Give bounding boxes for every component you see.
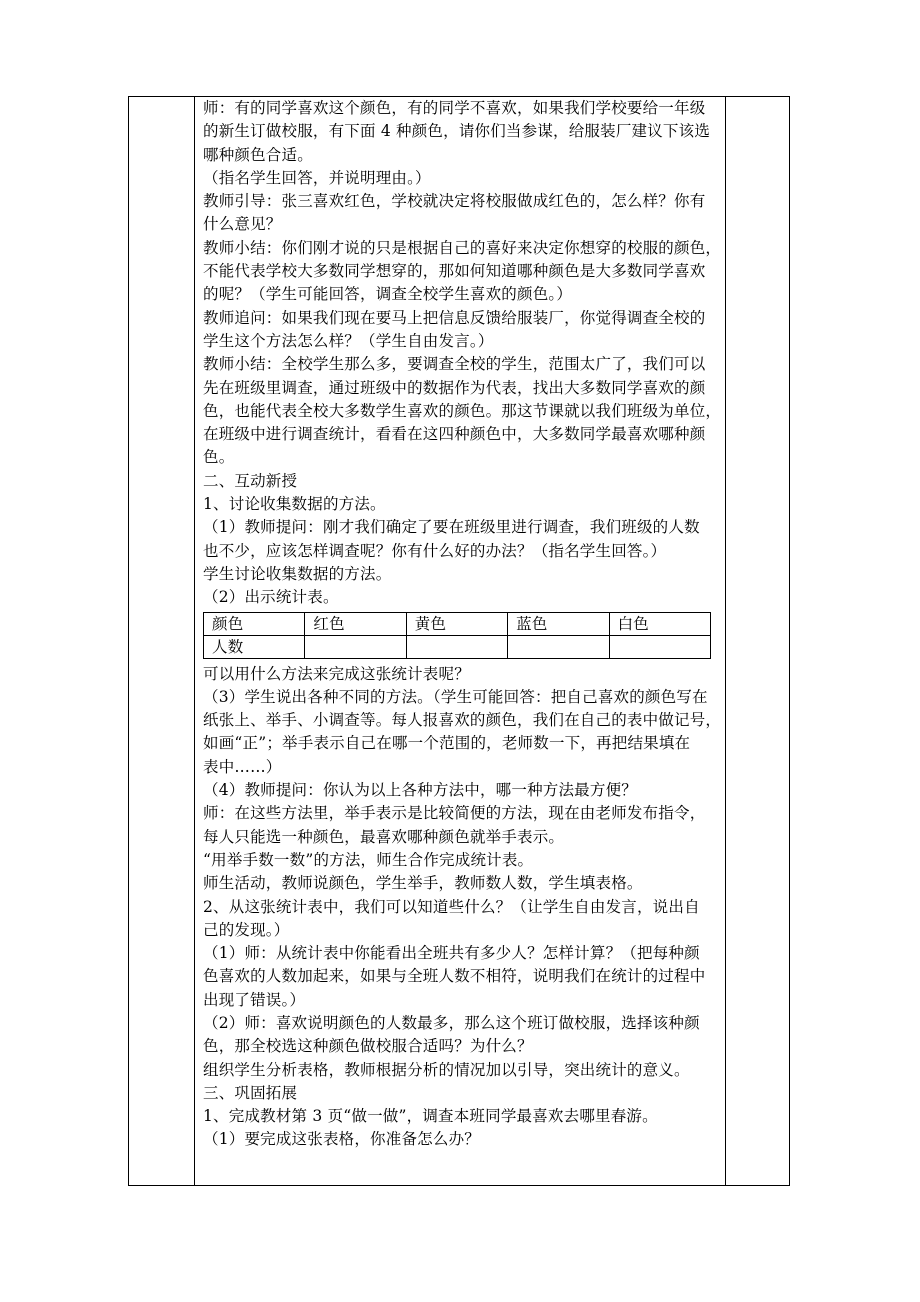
lesson-text-part-1 <box>203 97 723 610</box>
text-line: 色，也能代表全校大多数学生喜欢的颜色。那这节课就以我们班级为单位， <box>203 401 722 420</box>
text-line: 师生活动，教师说颜色，学生举手，教师数人数，学生填表格。 <box>203 874 643 893</box>
text-line: 教师小结：全校学生那么多，要调查全校的学生，范围太广了，我们可以 <box>203 355 706 374</box>
text-line: 色，那全校选这种颜色做校服合适吗？为什么？ <box>203 1037 533 1056</box>
text-line: 每人只能选一种颜色，最喜欢哪种颜色就举手表示。 <box>203 827 565 846</box>
text-line: 可以用什么方法来完成这张统计表呢？ <box>203 664 470 683</box>
text-line: 己的发现。） <box>203 920 290 939</box>
table-cell: 颜色 <box>204 612 305 635</box>
text-line: （1）教师提问：刚才我们确定了要在班级里进行调查，我们班级的人数 <box>203 518 700 537</box>
table-cell-empty <box>305 635 406 658</box>
text-line: （2）出示统计表。 <box>203 588 339 607</box>
text-line: 色喜欢的人数加起来，如果与全班人数不相符，说明我们在统计的过程中 <box>203 967 706 986</box>
column-divider-right <box>725 97 726 1185</box>
text-line: 哪种颜色合适。 <box>203 145 313 164</box>
text-line: （1）要完成这张表格，你准备怎么办？ <box>203 1130 480 1149</box>
text-line: 三、巩固拓展 <box>203 1083 298 1102</box>
table-cell: 蓝色 <box>508 612 609 635</box>
text-line: 教师引导：张三喜欢红色，学校就决定将校服做成红色的，怎么样？你有 <box>203 192 706 211</box>
table-cell-empty <box>406 635 507 658</box>
table-cell: 红色 <box>305 612 406 635</box>
text-line: （4）教师提问：你认为以上各种方法中，哪一种方法最方便？ <box>203 781 637 800</box>
table-row <box>204 635 711 658</box>
text-line: 表中……） <box>203 757 282 776</box>
text-line: （2）师：喜欢说明颜色的人数最多，那么这个班订做校服，选择该种颜 <box>203 1013 700 1032</box>
text-line: 师：在这些方法里，举手表示是比较简便的方法，现在由老师发布指令， <box>203 804 706 823</box>
text-line: 教师小结：你们刚才说的只是根据自己的喜好来决定你想穿的校服的颜色， <box>203 238 722 257</box>
text-line: 二、互动新授 <box>203 471 298 490</box>
text-line: 出现了错误。） <box>203 990 306 1009</box>
text-line: （1）师：从统计表中你能看出全班共有多少人？怎样计算？（把每种颜 <box>203 944 700 963</box>
text-line: （3）学生说出各种不同的方法。（学生可能回答：把自己喜欢的颜色写在 <box>203 687 708 706</box>
text-line: 1、完成教材第 3 页“做一做”，调查本班同学最喜欢去哪里春游。 <box>203 1107 658 1126</box>
text-line: 组织学生分析表格，教师根据分析的情况加以引导，突出统计的意义。 <box>203 1060 690 1079</box>
text-line: 的呢？（学生可能回答，调查全校学生喜欢的颜色。） <box>203 285 573 304</box>
table-cell: 白色 <box>609 612 710 635</box>
table-cell-empty <box>609 635 710 658</box>
lesson-text-part-2 <box>203 663 723 1152</box>
table-header-row <box>204 612 711 635</box>
text-line: 学生这个方法怎么样？（学生自由发言。） <box>203 331 494 350</box>
text-line: 教师追问：如果我们现在要马上把信息反馈给服装厂，你觉得调查全校的 <box>203 308 706 327</box>
table-cell-empty <box>508 635 609 658</box>
column-divider-left <box>194 97 195 1185</box>
table-row-label: 人数 <box>204 635 305 658</box>
text-line: 纸张上、举手、小调查等。每人报喜欢的颜色，我们在自己的表中做记号， <box>203 711 722 730</box>
text-line: 什么意见？ <box>203 215 282 234</box>
text-line: 色。 <box>203 448 235 467</box>
text-line: 师：有的同学喜欢这个颜色，有的同学不喜欢，如果我们学校要给一年级 <box>203 99 706 117</box>
text-line: 也不少，应该怎样调查呢？你有什么好的办法？（指名学生回答。） <box>203 541 667 560</box>
text-line: “用举手数一数”的方法，师生合作完成统计表。 <box>203 850 534 869</box>
table-cell: 黄色 <box>406 612 507 635</box>
text-line: 的新生订做校服，有下面 4 种颜色，请你们当参谋，给服装厂建议下该选 <box>203 122 711 141</box>
statistics-table <box>203 612 711 659</box>
text-line: 1、讨论收集数据的方法。 <box>203 495 386 514</box>
text-line: 先在班级里调查，通过班级中的数据作为代表，找出大多数同学喜欢的颜 <box>203 378 706 397</box>
text-line: （指名学生回答，并说明理由。） <box>203 168 431 187</box>
text-line: 不能代表学校大多数同学想穿的，那如何知道哪种颜色是大多数同学喜欢 <box>203 262 706 281</box>
text-line: 学生讨论收集数据的方法。 <box>203 564 392 583</box>
lesson-content <box>203 97 723 1152</box>
text-line: 如画“正”；举手表示自己在哪一个范围的，老师数一下，再把结果填在 <box>203 734 691 753</box>
text-line: 在班级中进行调查统计，看看在这四种颜色中，大多数同学最喜欢哪种颜 <box>203 425 706 444</box>
text-line: 2、从这张统计表中，我们可以知道些什么？（让学生自由发言，说出自 <box>203 897 700 916</box>
